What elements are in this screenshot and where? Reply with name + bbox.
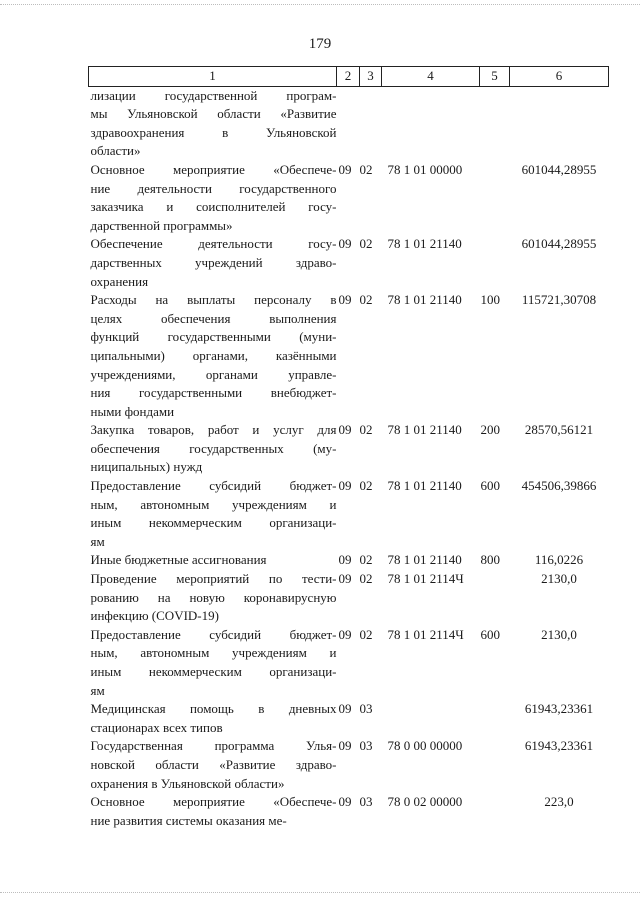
subsection-code: 02 <box>359 292 373 308</box>
description-line: Предоставление субсидий бюджет- <box>90 626 337 642</box>
description-line: инфекцию (COVID-19) <box>90 608 219 624</box>
expense-type-code <box>480 793 510 830</box>
section-code <box>337 86 360 161</box>
subsection-code: 03 <box>359 738 373 754</box>
description-line: ям <box>90 682 105 698</box>
description-line: здравоохранения в Ульяновской <box>90 124 337 140</box>
description-line: Проведение мероприятий по тести- <box>90 571 337 587</box>
budget-table <box>88 66 609 830</box>
row-description <box>89 291 337 421</box>
target-article-code: 78 1 01 21140 <box>387 478 462 494</box>
description-line: ными фондами <box>90 403 175 419</box>
subsection-code: 02 <box>359 626 373 642</box>
table-row <box>89 626 609 700</box>
target-article-code: 78 0 02 00000 <box>387 794 463 810</box>
section-code: 09 <box>338 626 352 642</box>
table-header <box>89 67 609 87</box>
target-article-code: 78 1 01 21140 <box>387 552 462 568</box>
row-description <box>89 421 337 477</box>
row-description <box>89 700 337 737</box>
target-article-code: 78 1 01 21140 <box>387 236 462 252</box>
page-number: 179 <box>308 36 332 52</box>
amount-value: 28570,56121 <box>524 422 594 438</box>
description-line: ние развития системы оказания ме- <box>90 812 287 828</box>
table-row <box>89 570 609 626</box>
expense-type-code <box>480 161 510 235</box>
section-code: 09 <box>338 422 352 438</box>
description-line: Государственная программа Улья- <box>90 738 337 754</box>
description-line: Основное мероприятие «Обеспече- <box>90 161 337 177</box>
description-line: иным некоммерческим организаци- <box>90 515 337 531</box>
description-line: лизации государственной програм- <box>90 87 337 103</box>
description-line: охранения <box>90 273 149 289</box>
target-article-code: 78 1 01 21140 <box>387 422 462 438</box>
table-row <box>89 421 609 477</box>
table-row <box>89 477 609 551</box>
expense-type-code <box>480 570 510 626</box>
subsection-code: 02 <box>359 236 373 252</box>
amount-value: 2130,0 <box>541 626 577 642</box>
row-description <box>89 235 337 291</box>
description-line: ниципальных) нужд <box>90 459 203 475</box>
description-line: Медицинская помощь в дневных <box>90 701 337 717</box>
description-line: обеспечения государственных (му- <box>90 440 337 456</box>
description-line: Закупка товаров, работ и услуг для <box>90 422 337 438</box>
amount-value: 601044,28955 <box>521 236 597 252</box>
column-header-1: 1 <box>89 67 337 87</box>
table-row <box>89 793 609 830</box>
row-description <box>89 737 337 793</box>
section-code: 09 <box>338 794 352 810</box>
target-article-code: 78 0 00 00000 <box>387 738 463 754</box>
description-line: Обеспечение деятельности госу- <box>90 236 337 252</box>
description-line: ным, автономным учреждениям и <box>90 645 337 661</box>
subsection-code: 02 <box>359 161 373 177</box>
row-description <box>89 477 337 551</box>
target-article-code: 78 1 01 2114Ч <box>387 571 464 587</box>
description-line: целях обеспечения выполнения <box>90 310 337 326</box>
subsection-code: 02 <box>359 571 373 587</box>
description-line: области» <box>90 143 141 159</box>
table-row <box>89 291 609 421</box>
expense-type-code: 200 <box>480 422 500 438</box>
amount-value <box>510 86 609 161</box>
row-description <box>89 86 337 161</box>
description-line: стационарах всех типов <box>90 719 223 735</box>
expense-type-code: 600 <box>480 478 500 494</box>
description-line: ципальными) органами, казёнными <box>90 347 337 363</box>
table-row <box>89 86 609 161</box>
row-description <box>89 551 337 570</box>
description-line: иным некоммерческим организаци- <box>90 664 337 679</box>
description-line: заказчика и соисполнителей госу- <box>90 199 337 215</box>
description-line: новской области «Развитие здраво- <box>90 756 337 772</box>
section-code: 09 <box>338 552 352 568</box>
table-body <box>89 86 609 830</box>
amount-value: 61943,23361 <box>524 701 594 717</box>
expense-type-code <box>480 235 510 291</box>
section-code: 09 <box>338 571 352 587</box>
description-line: дарственных учреждений здраво- <box>90 254 337 270</box>
expense-type-code: 800 <box>480 552 500 568</box>
description-line: ным, автономным учреждениям и <box>90 496 337 512</box>
amount-value: 601044,28955 <box>521 161 597 177</box>
subsection-code: 03 <box>359 794 373 810</box>
expense-type-code: 600 <box>480 626 500 642</box>
column-header-6: 6 <box>510 67 609 87</box>
table-row <box>89 551 609 570</box>
expense-type-code <box>480 700 510 737</box>
description-line: ям <box>90 533 105 549</box>
target-article-code: 78 1 01 21140 <box>387 292 462 308</box>
amount-value: 115721,30708 <box>521 292 597 308</box>
description-line: ние деятельности государственного <box>90 180 337 196</box>
amount-value: 2130,0 <box>541 571 577 587</box>
description-line: функций государственными (муни- <box>90 329 337 345</box>
description-line: дарственной программы» <box>90 217 233 233</box>
section-code: 09 <box>338 738 352 754</box>
description-line: охранения в Ульяновской области» <box>90 775 285 791</box>
target-article-code <box>382 700 480 737</box>
section-code: 09 <box>338 701 352 717</box>
target-article-code: 78 1 01 2114Ч <box>387 626 464 642</box>
subsection-code: 03 <box>359 701 373 717</box>
table-row <box>89 161 609 235</box>
table-row <box>89 737 609 793</box>
description-line: ния государственными внебюджет- <box>90 385 337 401</box>
subsection-code: 02 <box>359 552 373 568</box>
column-header-3: 3 <box>360 67 382 87</box>
target-article-code <box>382 86 480 161</box>
column-header-2: 2 <box>337 67 360 87</box>
description-line: Предоставление субсидий бюджет- <box>90 478 337 494</box>
description-line: Расходы на выплаты персоналу в <box>90 292 337 308</box>
section-code: 09 <box>338 161 352 177</box>
description-line: учреждениями, органами управле- <box>90 366 337 382</box>
column-header-5: 5 <box>480 67 510 87</box>
table-row <box>89 700 609 737</box>
row-description <box>89 793 337 830</box>
subsection-code <box>360 86 382 161</box>
amount-value: 61943,23361 <box>524 738 594 754</box>
subsection-code: 02 <box>359 478 373 494</box>
section-code: 09 <box>338 236 352 252</box>
amount-value: 454506,39866 <box>521 478 597 494</box>
row-description <box>89 570 337 626</box>
column-header-4: 4 <box>382 67 480 87</box>
description-line: мы Ульяновской области «Развитие <box>90 106 337 122</box>
row-description <box>89 161 337 235</box>
scan-edge-bottom <box>0 892 640 894</box>
row-description <box>89 626 337 700</box>
target-article-code: 78 1 01 00000 <box>387 161 463 177</box>
section-code: 09 <box>338 478 352 494</box>
description-line: рованию на новую коронавирусную <box>90 589 337 605</box>
expense-type-code <box>480 86 510 161</box>
amount-value: 116,0226 <box>534 552 584 568</box>
amount-value: 223,0 <box>544 794 574 810</box>
table-row <box>89 235 609 291</box>
scan-edge-top <box>0 4 640 6</box>
description-line: Основное мероприятие «Обеспече- <box>90 794 337 810</box>
header-row <box>89 67 609 87</box>
section-code: 09 <box>338 292 352 308</box>
subsection-code: 02 <box>359 422 373 438</box>
expense-type-code: 100 <box>480 292 500 308</box>
description-line: Иные бюджетные ассигнования <box>90 552 267 568</box>
expense-type-code <box>480 737 510 793</box>
